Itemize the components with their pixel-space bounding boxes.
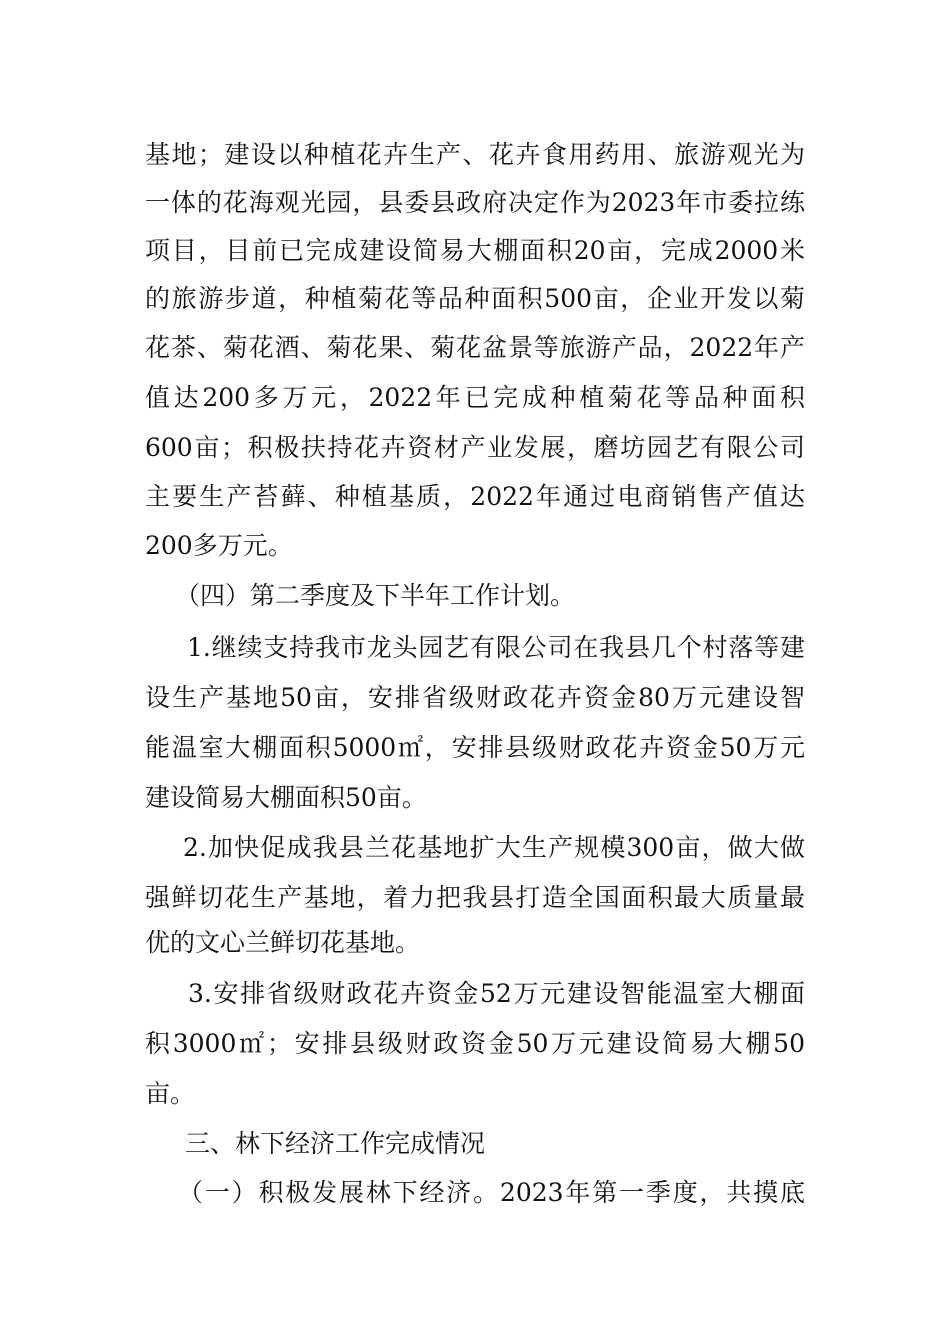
text-line: 600亩；积极扶持花卉资材产业发展，磨坊园艺有限公司 (145, 433, 805, 462)
text-line: 值达200多万元，2022年已完成种植菊花等品种面积 (145, 383, 805, 412)
text-line: 项目，目前已完成建设简易大棚面积20亩，完成2000米 (145, 236, 805, 265)
section-heading: 三、林下经济工作完成情况 (185, 1129, 486, 1158)
text-line: 一体的花海观光园，县委县政府决定作为2023年市委拉练 (145, 188, 805, 217)
text-line: 强鲜切花生产基地，着力把我县打造全国面积最大质量最 (145, 883, 805, 912)
text-line: 能温室大棚面积5000㎡，安排县级财政花卉资金50万元 (145, 733, 805, 762)
section-heading: （四）第二季度及下半年工作计划。 (175, 581, 576, 610)
text-line: 基地；建设以种植花卉生产、花卉食用药用、旅游观光为 (145, 140, 805, 169)
text-line: 1.继续支持我市龙头园艺有限公司在我县几个村落等建 (187, 633, 805, 662)
text-line: 积3000㎡；安排县级财政资金50万元建设简易大棚50 (145, 1029, 805, 1058)
text-line: 花茶、菊花酒、菊花果、菊花盆景等旅游产品，2022年产 (145, 333, 805, 362)
text-line: 建设简易大棚面积50亩。 (145, 783, 427, 812)
text-line: 3.安排省级财政花卉资金52万元建设智能温室大棚面 (188, 979, 805, 1008)
text-line: 亩。 (145, 1079, 196, 1108)
text-line: 200多万元。 (145, 531, 293, 560)
text-line: 优的文心兰鲜切花基地。 (145, 928, 421, 957)
text-line: （一）积极发展林下经济。2023年第一季度，共摸底 (178, 1178, 805, 1207)
text-line: 主要生产苔藓、种植基质，2022年通过电商销售产值达 (145, 482, 805, 511)
text-line: 设生产基地50亩，安排省级财政花卉资金80万元建设智 (145, 683, 805, 712)
text-line: 的旅游步道，种植菊花等品种面积500亩，企业开发以菊 (145, 284, 805, 313)
text-line: 2.加快促成我县兰花基地扩大生产规模300亩，做大做 (183, 833, 805, 862)
